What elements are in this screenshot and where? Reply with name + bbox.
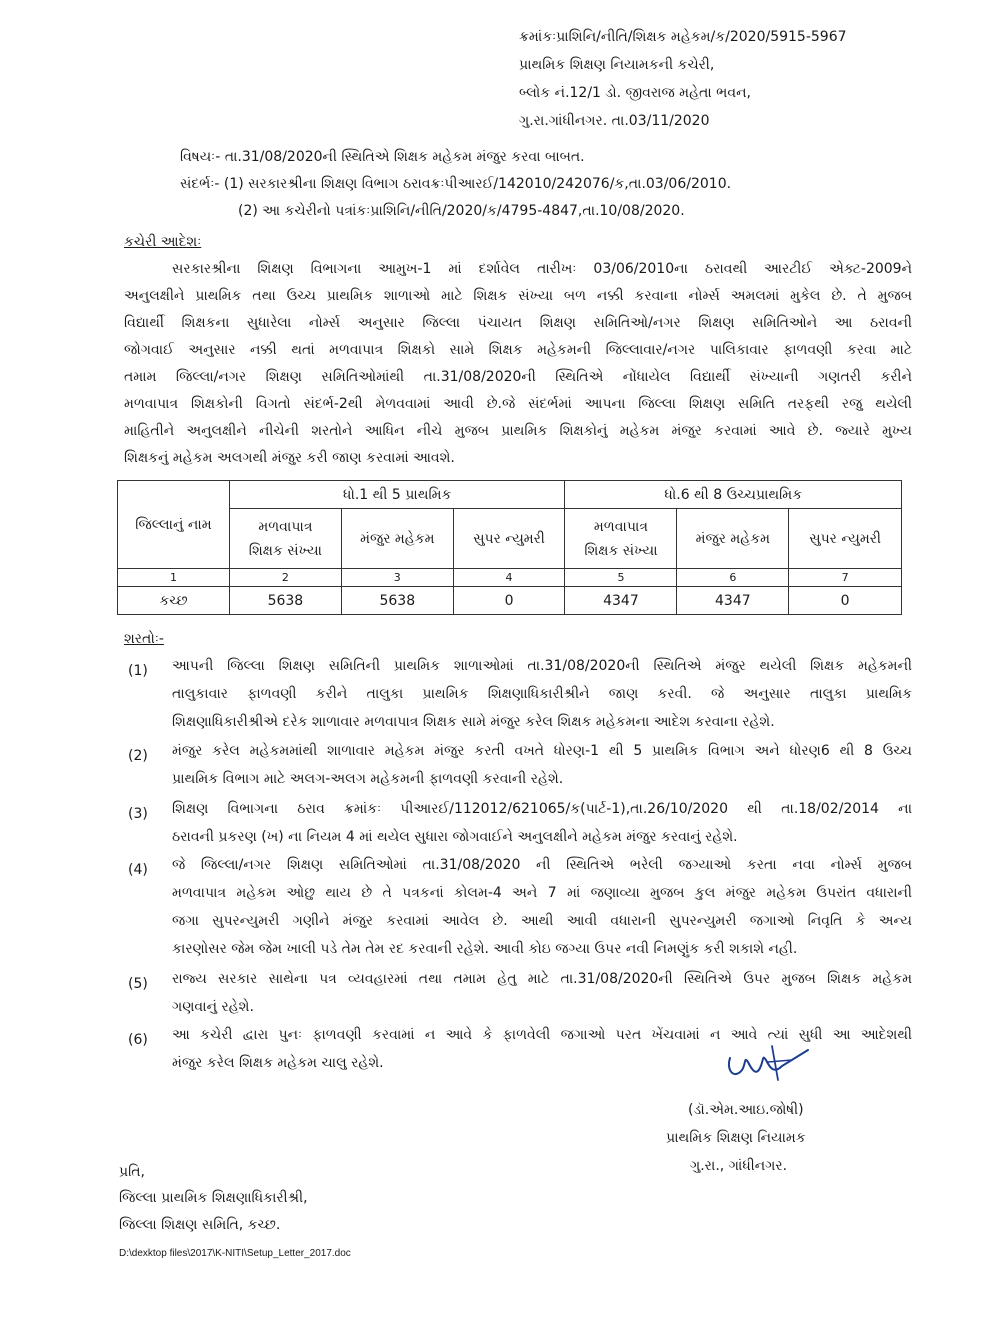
supernumerary-header: સુપર ન્યુમરી [789,509,902,569]
value-cell: 0 [789,587,902,615]
reference-number: ક્રમાંકઃપ્રાશિનિ/નીતિ/શિક્ષક મહેકમ/ક/2020/5915-5967 [519,29,847,45]
city-date: ગુ.રા.ગાંધીનગર. તા.03/11/2020 [519,113,710,129]
condition-number: (5) [128,976,148,992]
value-cell: 4347 [677,587,789,615]
column-number: 3 [341,569,453,587]
condition-number: (4) [128,862,148,878]
district-cell: કચ્છ [118,587,230,615]
recipient-line-2: જિલ્લા શિક્ષણ સમિતિ, કચ્છ. [119,1217,281,1233]
condition-line: રાજ્ય સરકાર સાથેના પત્ર વ્યવહારમાં તથા તમામ હેતુ માટે તા.31/08/2020ની સ્થિતિએ ઉપર મુજબ શિક્ષક મહેકમ [172,971,912,987]
value-cell: 0 [453,587,565,615]
order-line: તમામ જિલ્લા/નગર શિક્ષણ સમિતિઓમાંથી તા.31/08/2020ની સ્થિતિએ નોંધાયેલ વિદ્યાર્થી સંખ્યાની ગણતરી કરીને [124,369,912,385]
table-row [118,587,902,615]
order-line: વિદ્યાર્થી શિક્ષકના સુધારેલા નોર્મ્સ અનુસાર જિલ્લા પંચાયત શિક્ષણ સમિતિઓ/નગર શિક્ષણ સમિતિઓને આ ઠરાવની [124,315,912,331]
order-line: મળવાપાત્ર શિક્ષકોની વિગતો સંદર્ભ-2થી મેળવવામાં આવી છે.જે સંદર્ભમાં આપના જિલ્લા શિક્ષણ સમિતિ તરફથી રજુ થયેલી [124,396,912,412]
column-number: 4 [453,569,565,587]
condition-line: તાલુકાવાર ફાળવણી કરીને તાલુકા પ્રાથમિક શિક્ષણાધિકારીશ્રીને જાણ કરવી. જે અનુસાર તાલુકા પ્રાથમિક [172,686,912,702]
order-line: શિક્ષકનું મહેકમ અલગથી મંજુર કરી જાણ કરવામાં આવશે. [124,450,455,466]
condition-line: પ્રાથમિક વિભાગ માટે અલગ-અલગ મહેકમની ફાળવણી કરવાની રહેશે. [172,771,564,787]
reference-1: સંદર્ભઃ- (1) સરકારશ્રીના શિક્ષણ વિભાગ ઠરાવક્રઃપીઆરઈ/142010/242076/ક,તા.03/06/2010. [180,176,732,192]
condition-line: મંજુર કરેલ શિક્ષક મહેકમ ચાલુ રહેશે. [172,1055,384,1071]
order-line: જોગવાઈ અનુસાર નક્કી થતાં મળવાપાત્ર શિક્ષકો સામે શિક્ષક મહેકમની જિલ્લાવાર/નગર પાલિકાવાર ફાળવણી કરવા માટે [124,342,912,358]
recipient-line-1: જિલ્લા પ્રાથમિક શિક્ષણાધિકારીશ્રી, [119,1190,308,1206]
condition-number: (6) [128,1032,148,1048]
file-path-footer: D:\dexktop files\2017\K-NITI\Setup_Letter_2017.doc [119,1248,351,1259]
value-cell: 5638 [341,587,453,615]
signatory-name: (ડૉ.એમ.આઇ.જોષી) [688,1102,804,1118]
signatory-designation: પ્રાથમિક શિક્ષણ નિયામક [666,1130,806,1146]
column-number: 1 [118,569,230,587]
recipient-to: પ્રતિ, [119,1164,145,1180]
column-number: 5 [565,569,677,587]
order-line: સરકારશ્રીના શિક્ષણ વિભાગના આમુખ-1 માં દર્શાવેલ તારીખઃ 03/06/2010ના ઠરાવથી આરટીઈ એક્ટ-2009ને [172,261,912,277]
order-heading: કચેરી આદેશઃ [124,234,202,250]
condition-line: શિક્ષણાધિકારીશ્રીએ દરેક શાળાવાર મળવાપાત્ર શિક્ષક સામે મંજુર કરેલ શિક્ષક મહેકમના આદેશ કરવાના રહેશે. [172,714,775,730]
reference-2: (2) આ કચેરીનો પત્રાંકઃપ્રાશિનિ/નીતિ/2020/ક/4795-4847,તા.10/08/2020. [238,203,685,219]
sanctioned-header: મંજુર મહેકમ [341,509,453,569]
signatory-place: ગુ.રા., ગાંધીનગર. [690,1158,788,1174]
column-number: 7 [789,569,902,587]
condition-number: (3) [128,806,148,822]
group-primary-header: ધો.1 થી 5 પ્રાથમિક [229,481,565,509]
signature-mark [722,1040,812,1088]
condition-line: મંજુર કરેલ મહેકમમાંથી શાળાવાર મહેકમ મંજુર કરતી વખતે ધોરણ-1 થી 5 પ્રાથમિક વિભાગ અને ધોરણ6 થી 8 ઉચ્ચ [172,743,912,759]
value-cell: 5638 [229,587,341,615]
condition-line: મળવાપાત્ર મહેકમ ઓછુ થાય છે તે પત્રકનાં કોલમ-4 અને 7 માં જણાવ્યા મુજબ કુલ મંજુર મહેકમ ઉપરાંત વધારાની [172,885,912,901]
group-upper-primary-header: ધો.6 થી 8 ઉચ્ચપ્રાથમિક [565,481,902,509]
column-number: 2 [229,569,341,587]
condition-line: કારણોસર જેમ જેમ ખાલી પડે તેમ તેમ રદ કરવાની રહેશે. આવી કોઇ જગ્યા ઉપર નવી નિમણુંક કરી શકાશે નહી. [172,941,798,957]
order-line: માહિતીને અનુલક્ષીને નીચેની શરતોને આધિન નીચે મુજબ પ્રાથમિક શિક્ષકોનું મહેકમ મંજુર કરવામાં આવે છે. જ્યારે મુખ્ય [124,423,912,439]
eligible-teachers-header: મળવાપાત્ર શિક્ષક સંખ્યા [229,509,341,569]
condition-line: જે જિલ્લા/નગર શિક્ષણ સમિતિઓમાં તા.31/08/2020 ની સ્થિતિએ ભરેલી જગ્યાઓ કરતા નવા નોર્મ્સ મુજબ [172,857,912,873]
condition-line: ગણવાનું રહેશે. [172,999,254,1015]
condition-number: (1) [128,663,148,679]
subject-line: વિષયઃ- તા.31/08/2020ની સ્થિતિએ શિક્ષક મહેકમ મંજુર કરવા બાબત. [180,149,585,165]
condition-line: આપની જિલ્લા શિક્ષણ સમિતિની પ્રાથમિક શાળાઓમાં તા.31/08/2020ની સ્થિતિએ મંજુર થયેલી શિક્ષક મહેકમની [172,658,912,674]
condition-line: શિક્ષણ વિભાગના ઠરાવ ક્રમાંકઃ પીઆરઈ/112012/621065/ક(પાર્ટ-1),તા.26/10/2020 થી તા.18/02/2014 ના [172,801,912,817]
eligible-teachers-header: મળવાપાત્ર શિક્ષક સંખ્યા [565,509,677,569]
sanction-table [117,480,902,615]
column-number-row [118,569,902,587]
district-header: જિલ્લાનું નામ [118,481,230,569]
sanctioned-header: મંજુર મહેકમ [677,509,789,569]
condition-line: આ કચેરી દ્વારા પુનઃ ફાળવણી કરવામાં ન આવે કે ફાળવેલી જગાઓ પરત ખેંચવામાં ન આવે ત્યાં સુધી આ આદેશથી [172,1027,912,1043]
office-address: બ્લોક નં.12/1 ડો. જીવરાજ મહેતા ભવન, [519,85,751,101]
office-name: પ્રાથમિક શિક્ષણ નિયામકની કચેરી, [519,57,715,73]
value-cell: 4347 [565,587,677,615]
supernumerary-header: સુપર ન્યુમરી [453,509,565,569]
conditions-heading: શરતોઃ- [124,631,164,647]
order-line: અનુલક્ષીને પ્રાથમિક તથા ઉચ્ચ પ્રાથમિક શાળાઓ માટે શિક્ષક સંખ્યા બળ નક્કી કરવાના નોર્મ્સ અમલમાં મુકેલ છે. તે મુજબ [124,288,912,304]
condition-line: જગા સુપરન્યુમરી ગણીને મંજુર કરવામાં આવેલ છે. આથી આવી વધારાની સુપરન્યુમરી જગાઓ નિવૃતિ કે અન્ય [172,913,912,929]
condition-number: (2) [128,748,148,764]
column-number: 6 [677,569,789,587]
condition-line: ઠરાવની પ્રકરણ (ખ) ના નિયમ 4 માં થયેલ સુધારા જોગવાઈને અનુલક્ષીને મહેકમ મંજુર કરવાનું રહેશે. [172,829,738,845]
